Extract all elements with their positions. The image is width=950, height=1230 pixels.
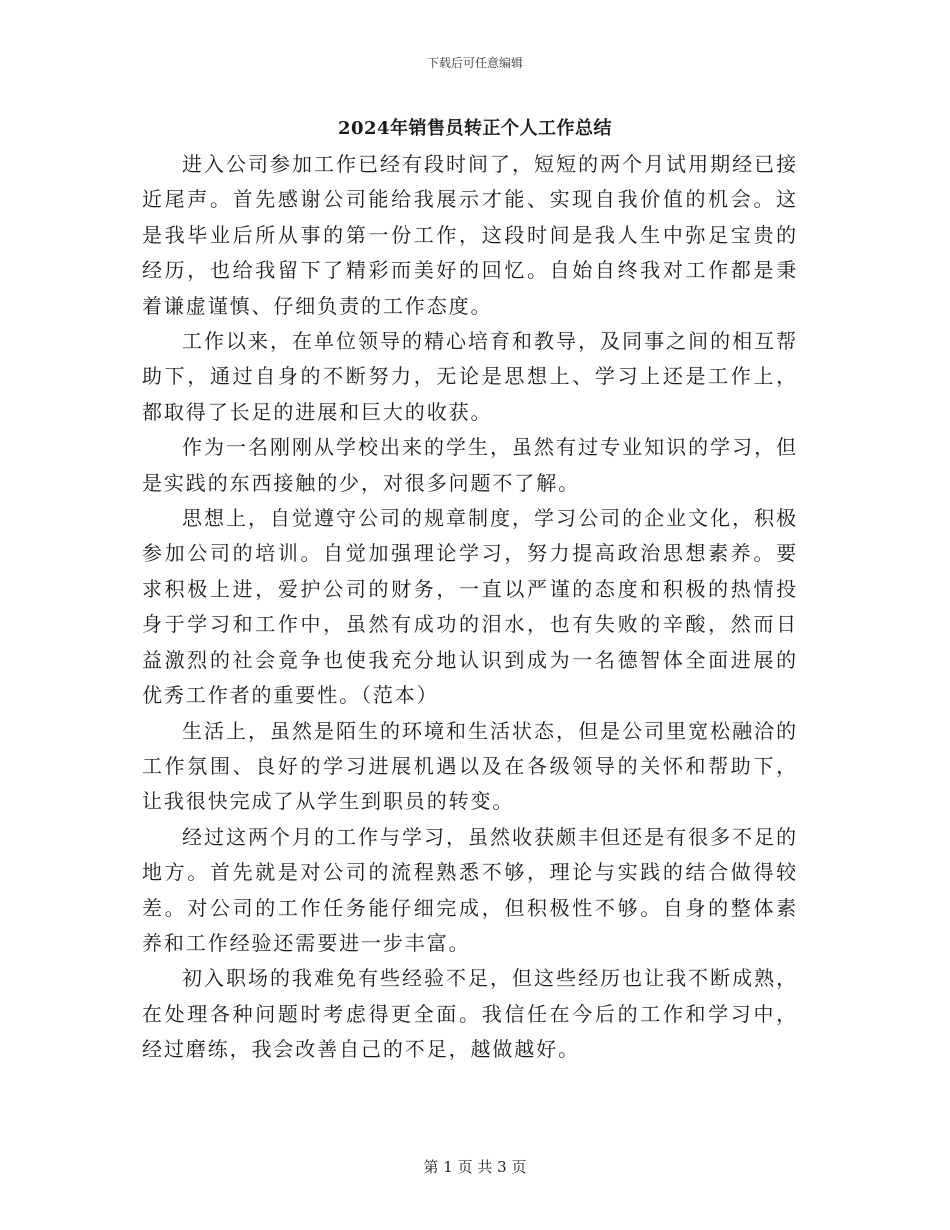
document-body bbox=[142, 147, 798, 1068]
header-note: 下载后可任意编辑 bbox=[426, 56, 523, 70]
paragraph: 工作以来，在单位领导的精心培育和教导，及同事之间的相互帮助下，通过自身的不断努力，无论是思想上、学习上还是工作上，都取得了长足的进展和巨大的收获。 bbox=[142, 329, 798, 424]
paragraph: 生活上，虽然是陌生的环境和生活状态，但是公司里宽松融洽的工作氛围、良好的学习进展机遇以及在各级领导的关怀和帮助下，让我很快完成了从学生到职员的转变。 bbox=[142, 718, 798, 814]
paragraph: 初入职场的我难免有些经验不足，但这些经历也让我不断成熟，在处理各种问题时考虑得更全面。我信任在今后的工作和学习中，经过磨练，我会改善自己的不足，越做越好。 bbox=[142, 966, 798, 1062]
page-title: 2024年销售员转正个人工作总结 bbox=[337, 118, 613, 139]
page-footer: 第 1 页 共 3 页 bbox=[423, 1158, 527, 1176]
paragraph: 进入公司参加工作已经有段时间了，短短的两个月试用期经已接近尾声。首先感谢公司能给我展示才能、实现自我价值的机会。这是我毕业后所从事的第一份工作，这段时间是我人生中弥足宝贵的经历，也给我留下了精彩而美好的回忆。自始自终我对工作都是秉着谦虚谨慎、仔细负责的工作态度。 bbox=[142, 152, 798, 318]
paragraph: 思想上，自觉遵守公司的规章制度，学习公司的企业文化，积极参加公司的培训。自觉加强理论学习，努力提高政治思想素养。要求积极上进，爱护公司的财务，一直以严谨的态度和积极的热情投身于学习和工作中，虽然有成功的泪水，也有失败的辛酸，然而日益激烈的社会竟争也使我充分地认识到成为一名德智体全面进展的优秀工作者的重要性。（范本） bbox=[142, 506, 798, 708]
paragraph: 经过这两个月的工作与学习，虽然收获颇丰但还是有很多不足的地方。首先就是对公司的流程熟悉不够，理论与实践的结合做得较差。对公司的工作任务能仔细完成，但积极性不够。自身的整体素养和工作经验还需要进一步丰富。 bbox=[142, 824, 798, 955]
paragraph: 作为一名刚刚从学校出来的学生，虽然有过专业知识的学习，但是实践的东西接触的少，对很多问题不了解。 bbox=[142, 435, 798, 495]
